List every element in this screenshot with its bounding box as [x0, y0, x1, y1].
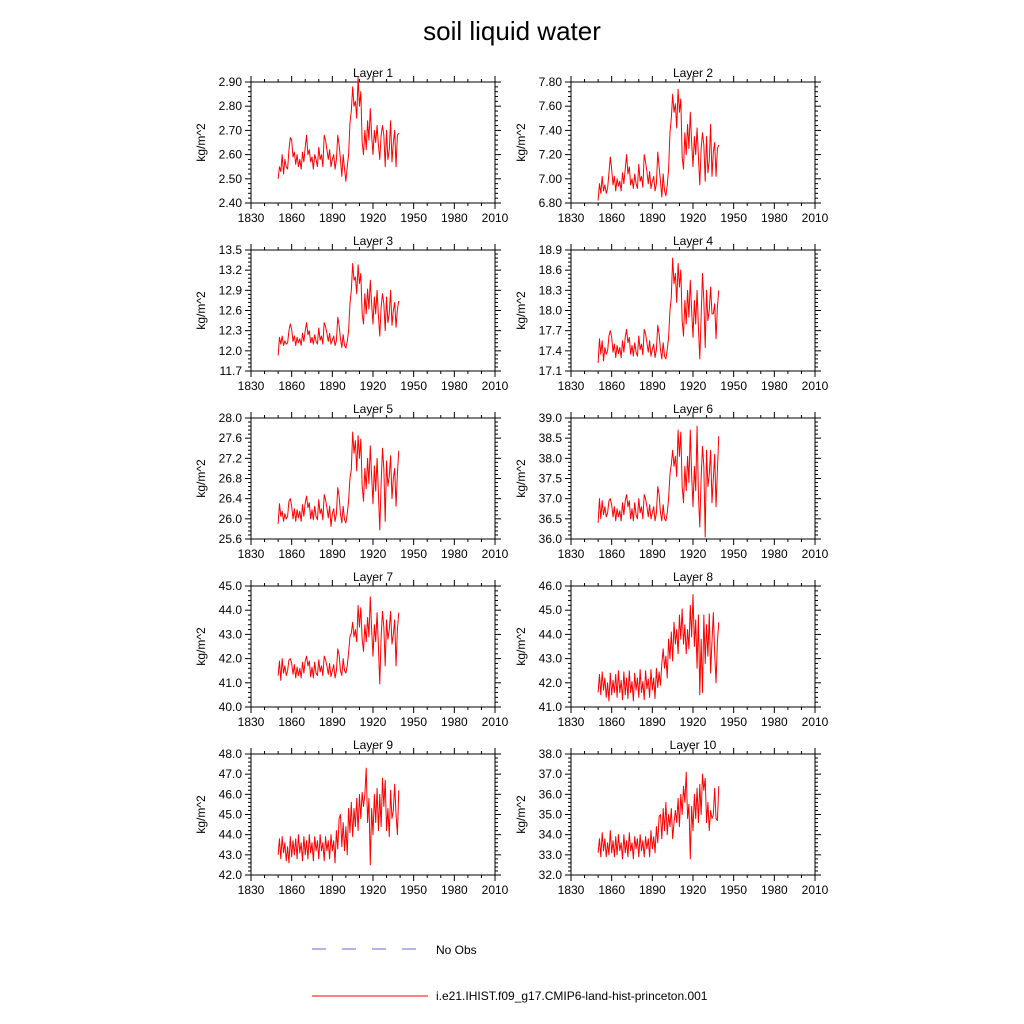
- x-tick-label: 1860: [598, 547, 626, 561]
- x-tick-label: 1890: [638, 715, 666, 729]
- x-tick-label: 1860: [278, 379, 306, 393]
- series-line: [598, 258, 719, 363]
- y-tick-label: 47.0: [218, 767, 242, 782]
- y-tick-label: 28.0: [218, 411, 242, 425]
- series-line: [278, 768, 399, 865]
- panel-layer-5: [194, 402, 509, 561]
- x-tick-label: 1890: [318, 211, 346, 225]
- plot-frame: [251, 754, 495, 875]
- y-tick-label: 45.0: [538, 603, 562, 618]
- y-tick-label: 43.0: [218, 847, 242, 862]
- y-tick-label: 7.20: [538, 147, 562, 162]
- x-tick-label: 1830: [557, 883, 585, 897]
- legend-label-no-obs: No Obs: [436, 943, 477, 957]
- y-tick-label: 48.0: [218, 747, 242, 761]
- x-tick-label: 1830: [237, 211, 265, 225]
- y-tick-label: 37.0: [538, 491, 562, 506]
- y-tick-label: 46.0: [538, 579, 562, 593]
- x-tick-label: 2010: [481, 211, 509, 225]
- y-axis-label: kg/m^2: [194, 459, 208, 498]
- series-line: [278, 432, 399, 530]
- y-tick-label: 42.0: [218, 651, 242, 666]
- y-tick-label: 11.7: [219, 364, 242, 378]
- y-tick-label: 13.5: [218, 243, 242, 257]
- x-tick-label: 1950: [720, 883, 748, 897]
- panel-layer-9: [194, 738, 509, 897]
- y-axis-label: kg/m^2: [514, 291, 528, 330]
- y-tick-label: 38.5: [538, 431, 562, 446]
- y-tick-label: 35.0: [538, 807, 562, 822]
- series-line: [598, 426, 719, 537]
- x-tick-label: 1950: [720, 379, 748, 393]
- x-tick-label: 1980: [760, 715, 788, 729]
- series-line: [598, 89, 719, 200]
- plot-frame: [571, 418, 815, 539]
- y-tick-label: 2.80: [218, 99, 242, 114]
- panel-title: Layer 2: [672, 66, 714, 80]
- x-tick-label: 2010: [801, 715, 829, 729]
- x-tick-label: 1950: [720, 211, 748, 225]
- legend: [312, 943, 708, 1003]
- y-tick-label: 37.5: [538, 471, 562, 486]
- x-tick-label: 1830: [557, 715, 585, 729]
- x-tick-label: 1920: [359, 883, 387, 897]
- panel-layer-10: [514, 738, 829, 897]
- panel-title: Layer 7: [352, 570, 394, 584]
- x-tick-label: 2010: [801, 883, 829, 897]
- x-tick-label: 1980: [440, 211, 468, 225]
- x-tick-label: 1890: [318, 379, 346, 393]
- series-line: [278, 77, 399, 181]
- y-tick-label: 37.0: [538, 767, 562, 782]
- y-tick-label: 7.40: [538, 123, 562, 138]
- x-tick-label: 1890: [638, 211, 666, 225]
- panel-title: Layer 6: [672, 402, 714, 416]
- y-tick-label: 25.6: [218, 532, 242, 546]
- x-tick-label: 1950: [400, 211, 428, 225]
- panel-layer-1: [194, 66, 509, 225]
- y-tick-label: 36.0: [538, 532, 562, 546]
- x-tick-label: 1860: [278, 547, 306, 561]
- y-tick-label: 42.0: [538, 675, 562, 690]
- y-tick-label: 27.6: [218, 431, 242, 446]
- x-tick-label: 1830: [237, 547, 265, 561]
- y-tick-label: 33.0: [538, 847, 562, 862]
- y-tick-label: 41.0: [218, 675, 242, 690]
- y-axis-label: kg/m^2: [514, 627, 528, 666]
- y-tick-label: 7.80: [538, 75, 562, 89]
- plot-frame: [571, 250, 815, 371]
- y-tick-label: 2.60: [218, 147, 242, 162]
- y-tick-label: 44.0: [218, 603, 242, 618]
- x-tick-label: 1980: [440, 547, 468, 561]
- y-tick-label: 45.0: [218, 579, 242, 593]
- panel-layer-7: [194, 570, 509, 729]
- legend-label-model: i.e21.IHIST.f09_g17.CMIP6-land-hist-princeton.001: [436, 989, 708, 1003]
- x-tick-label: 1950: [400, 883, 428, 897]
- y-tick-label: 7.60: [538, 99, 562, 114]
- plot-frame: [571, 754, 815, 875]
- y-tick-label: 36.5: [538, 511, 562, 526]
- y-tick-label: 26.4: [218, 491, 242, 506]
- x-tick-label: 1830: [557, 547, 585, 561]
- x-tick-label: 1920: [679, 211, 707, 225]
- y-tick-label: 2.40: [218, 196, 242, 210]
- y-tick-label: 40.0: [218, 700, 242, 714]
- panel-layer-4: [514, 234, 829, 393]
- series-line: [598, 594, 719, 700]
- x-tick-label: 1980: [440, 715, 468, 729]
- x-tick-label: 1890: [638, 547, 666, 561]
- panel-layer-6: [514, 402, 829, 561]
- x-tick-label: 2010: [481, 715, 509, 729]
- y-axis-label: kg/m^2: [514, 459, 528, 498]
- series-line: [278, 263, 399, 355]
- y-tick-label: 12.9: [218, 283, 242, 298]
- y-tick-label: 18.9: [538, 243, 562, 257]
- y-axis-label: kg/m^2: [514, 123, 528, 162]
- y-tick-label: 12.6: [218, 303, 242, 318]
- y-tick-label: 44.0: [218, 827, 242, 842]
- y-axis-label: kg/m^2: [194, 627, 208, 666]
- panel-layer-3: [194, 234, 509, 393]
- y-tick-label: 2.50: [218, 171, 242, 186]
- panel-title: Layer 1: [352, 66, 394, 80]
- y-tick-label: 17.4: [538, 343, 562, 358]
- figure-title: soil liquid water: [423, 16, 601, 46]
- x-tick-label: 1920: [679, 547, 707, 561]
- y-tick-label: 18.6: [538, 263, 562, 278]
- x-tick-label: 1860: [598, 715, 626, 729]
- y-tick-label: 12.0: [218, 343, 242, 358]
- x-tick-label: 1920: [679, 715, 707, 729]
- x-tick-label: 1890: [638, 379, 666, 393]
- x-tick-label: 1980: [760, 883, 788, 897]
- x-tick-label: 1950: [400, 715, 428, 729]
- x-tick-label: 1860: [598, 211, 626, 225]
- series-line: [278, 597, 399, 684]
- x-tick-label: 1950: [720, 715, 748, 729]
- y-tick-label: 12.3: [218, 323, 242, 338]
- y-tick-label: 26.0: [218, 511, 242, 526]
- x-tick-label: 1920: [359, 379, 387, 393]
- y-tick-label: 42.0: [218, 868, 242, 882]
- y-tick-label: 18.0: [538, 303, 562, 318]
- y-tick-label: 7.00: [538, 171, 562, 186]
- x-tick-label: 1980: [760, 379, 788, 393]
- x-tick-label: 1920: [679, 379, 707, 393]
- x-tick-label: 1920: [679, 883, 707, 897]
- plot-frame: [251, 82, 495, 203]
- plot-frame: [251, 418, 495, 539]
- x-tick-label: 1890: [318, 883, 346, 897]
- x-tick-label: 1830: [237, 379, 265, 393]
- panel-layer-8: [514, 570, 829, 729]
- y-tick-label: 18.3: [538, 283, 562, 298]
- panel-title: Layer 8: [672, 570, 714, 584]
- y-tick-label: 27.2: [218, 451, 242, 466]
- x-tick-label: 1920: [359, 547, 387, 561]
- x-tick-label: 1860: [278, 883, 306, 897]
- x-tick-label: 1890: [318, 547, 346, 561]
- panel-title: Layer 3: [352, 234, 394, 248]
- x-tick-label: 1830: [237, 883, 265, 897]
- x-tick-label: 1980: [440, 883, 468, 897]
- y-tick-label: 45.0: [218, 807, 242, 822]
- y-tick-label: 41.0: [538, 700, 562, 714]
- x-tick-label: 1860: [598, 883, 626, 897]
- series-line: [598, 772, 719, 859]
- y-tick-label: 43.0: [538, 651, 562, 666]
- y-tick-label: 44.0: [538, 627, 562, 642]
- x-tick-label: 1830: [557, 211, 585, 225]
- y-tick-label: 17.1: [538, 364, 562, 378]
- y-axis-label: kg/m^2: [194, 291, 208, 330]
- y-axis-label: kg/m^2: [514, 795, 528, 834]
- x-tick-label: 1980: [760, 547, 788, 561]
- y-tick-label: 32.0: [538, 868, 562, 882]
- x-tick-label: 1830: [557, 379, 585, 393]
- x-tick-label: 1950: [400, 547, 428, 561]
- y-tick-label: 2.90: [218, 75, 242, 89]
- panel-layer-2: [514, 66, 829, 225]
- y-tick-label: 2.70: [218, 123, 242, 138]
- x-tick-label: 2010: [801, 211, 829, 225]
- x-tick-label: 1980: [440, 379, 468, 393]
- x-tick-label: 2010: [801, 379, 829, 393]
- y-tick-label: 38.0: [538, 747, 562, 761]
- panel-title: Layer 5: [352, 402, 394, 416]
- x-tick-label: 1860: [598, 379, 626, 393]
- x-tick-label: 1920: [359, 211, 387, 225]
- panel-title: Layer 4: [672, 234, 714, 248]
- x-tick-label: 1890: [638, 883, 666, 897]
- x-tick-label: 1950: [720, 547, 748, 561]
- y-tick-label: 17.7: [538, 323, 562, 338]
- x-tick-label: 2010: [481, 547, 509, 561]
- x-tick-label: 1920: [359, 715, 387, 729]
- plot-frame: [251, 250, 495, 371]
- panels: [194, 66, 829, 897]
- x-tick-label: 2010: [481, 883, 509, 897]
- y-tick-label: 36.0: [538, 787, 562, 802]
- panel-title: Layer 9: [352, 738, 394, 752]
- y-tick-label: 13.2: [218, 263, 242, 278]
- y-tick-label: 6.80: [538, 196, 562, 210]
- y-tick-label: 38.0: [538, 451, 562, 466]
- x-tick-label: 1890: [318, 715, 346, 729]
- x-tick-label: 1860: [278, 715, 306, 729]
- x-tick-label: 1830: [237, 715, 265, 729]
- y-tick-label: 39.0: [538, 411, 562, 425]
- y-tick-label: 26.8: [218, 471, 242, 486]
- x-tick-label: 1950: [400, 379, 428, 393]
- panel-title: Layer 10: [669, 738, 717, 752]
- y-axis-label: kg/m^2: [194, 123, 208, 162]
- y-axis-label: kg/m^2: [194, 795, 208, 834]
- x-tick-label: 2010: [481, 379, 509, 393]
- y-tick-label: 34.0: [538, 827, 562, 842]
- x-tick-label: 1980: [760, 211, 788, 225]
- y-tick-label: 43.0: [218, 627, 242, 642]
- x-tick-label: 2010: [801, 547, 829, 561]
- y-tick-label: 46.0: [218, 787, 242, 802]
- x-tick-label: 1860: [278, 211, 306, 225]
